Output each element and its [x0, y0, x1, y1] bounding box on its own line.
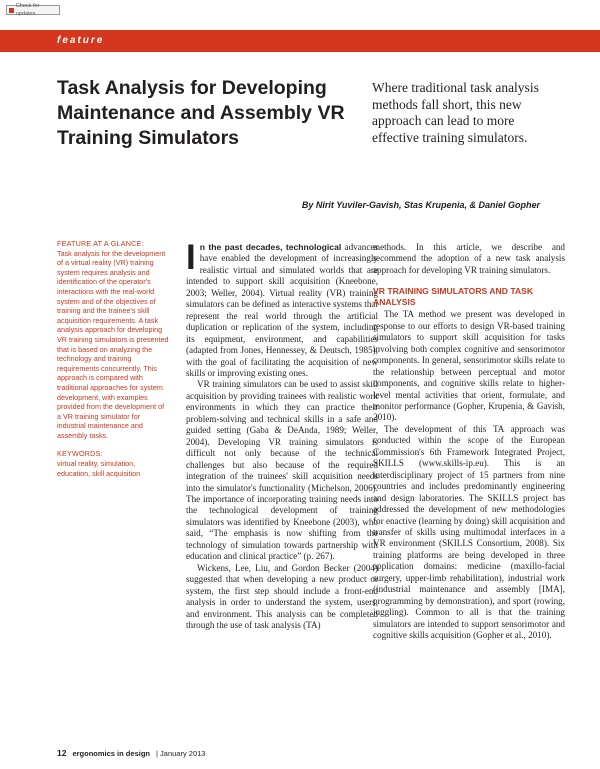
article-authors: By Nirit Yuviler-Gavish, Stas Krupenia, & Daniel Gopher — [301, 200, 540, 210]
keywords-list: virtual reality, simulation, education, skill acquisition — [57, 459, 141, 478]
body-column-2 — [373, 242, 565, 642]
drop-cap: I — [186, 238, 196, 277]
feature-header-bar — [0, 30, 600, 52]
article-title: Task Analysis for Developing Maintenance and Assembly VR Training Simulators — [57, 77, 345, 149]
body-paragraph-5: The TA method we present was developed in response to our efforts to design VR-based training simulators to support skill acquisition for tasks involving both complex cognitive and sensorimotor components. In general, sensorimotor skills relate to the relationship between perceptual and motor components, and cognitive skills relate to higher-level mental activities that orient, formulate, and monitor performance (Gopher, Krupenia, & Gavish, 2010). — [373, 309, 565, 423]
keywords-heading: KEYWORDS: — [57, 449, 103, 459]
badge-label: Check for updates — [15, 3, 40, 17]
article-deck: Where traditional task analysis methods fall short, this new approach can lead to more effective training simulators. — [372, 80, 539, 145]
body-paragraph-1 — [186, 238, 378, 379]
page-number: 12 — [57, 748, 67, 758]
body-paragraph-2: VR training simulators can be used to assist skill acquisition by providing trainees with realistic work environments in which they can practice their problem-solving and technical skills in a safe and guided setting (Gaba & DeAnda, 1989; Weller, 2004). Developing VR training simulators is difficult not only because of the technical challenges but also because of the required integration of the trainees' skill acquisition needs into the simulator's functionality (Michelson, 2006). The importance of incorporating training needs into the technological development of training simulators was identified by Kneebone (2003), who said, “The emphasis is now shifting from the technology of simulation towards partnership with education and clinical practice” (p. 267). — [186, 379, 378, 562]
body-column-1 — [186, 238, 378, 631]
issue-date: | January 2013 — [155, 749, 206, 758]
feature-at-a-glance-sidebar — [57, 239, 169, 478]
body-paragraph-4: methods. In this article, we describe and recommend the adoption of a new task analysis approach for developing VR training simulators. — [373, 242, 565, 275]
check-for-updates-badge[interactable] — [6, 5, 60, 15]
update-icon — [9, 8, 14, 13]
section-label: feature — [57, 35, 105, 46]
body-paragraph-6: The development of this TA approach was conducted within the scope of the European Commission's 6th Framework Integrated Project, SKILLS (www.skills-ip.eu). This is an interdisciplinary project of 15 partners from nine countries and includes predominantly engineering and design laboratories. The SKILLS project has addressed the development of new methodologies for enactive (learning by doing) skill acquisition and transfer of skills using multimodal interfaces in a VR environment (SKILLS Consortium, 2008). Six training platforms are being developed in three application domains: medicine (maxillo-facial surgery, upper-limb rehabilitation), industrial work (industrial maintenance and assembly [IMA], programming by demonstration), and sport (rowing, juggling). Common to all is that the training simulators are intended to support sensorimotor and cognitive skills acquisition (Gopher et al., 2010). — [373, 423, 565, 641]
lead-phrase: n the past decades, technological — [199, 242, 342, 252]
journal-name: ergonomics in design — [72, 749, 150, 758]
section-heading: VR TRAINING SIMULATORS AND TASK ANALYSIS — [373, 286, 534, 308]
page-footer — [57, 748, 205, 758]
paragraph-1-text: advances have enabled the development of increasingly realistic virtual and simulated worlds that are intended to support skill acquisition (Kneebone, 2003; Weller, 2004). Virtual reality (VR) training simulators can be defined as interactive systems that represent the real world through the artificial duplication or replication of the system, including its equipment, environment, and capabilities (adapted from Jones, Hennessey, & Deutsch, 1985), with the goal of facilitating the acquisition of new skills or improving existing ones. — [186, 242, 378, 378]
glance-summary: Task analysis for the development of a virtual reality (VR) training system requires analysis and identification of the operator's interactions with the real-world system and of the objectives of training and the trainee's skill acquisition requirements. A task analysis approach for developing VR training simulators is presented that is based on analyzing the technology and training requirements concurrently. This approach is compared with traditional approaches for system development, with examples provided from the development of a VR training simulator for industrial maintenance and assembly tasks. — [57, 248, 169, 440]
glance-heading: FEATURE AT A GLANCE: — [57, 239, 144, 248]
body-paragraph-3: Wickens, Lee, Liu, and Gordon Becker (2004) suggested that when developing a new product or system, the first step should include a front-end analysis in order to understand the system, users, and environment. This analysis can be completed through the use of task analysis (TA) — [186, 562, 378, 630]
